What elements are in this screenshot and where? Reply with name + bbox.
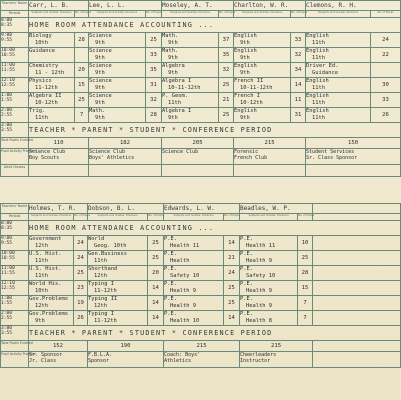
- activity-cell: Cheerleaders Instructor: [240, 352, 313, 368]
- teachers-name-label: Teachers' Name: [1, 1, 29, 11]
- pupils-header: No. of Pupils: [371, 11, 401, 18]
- pupil-count: 24: [74, 236, 88, 251]
- class-period-row: [1, 266, 401, 281]
- activity-label: Pupil Activity Program: [1, 352, 29, 368]
- period-cell: 1:00 1:55: [1, 296, 29, 311]
- class-period-row: [1, 296, 401, 311]
- class-cell: Math. 9th: [89, 108, 146, 123]
- class-cell: Math. 9th: [162, 48, 219, 63]
- empty-column: [313, 311, 401, 326]
- class-cell: Shorthand 12th: [88, 266, 148, 281]
- total-pupils: 215: [164, 341, 240, 352]
- class-cell: Typing I 11-12th: [88, 281, 148, 296]
- empty-column: [313, 204, 401, 214]
- pupil-count: [75, 48, 89, 63]
- class-cell: English 9th: [234, 48, 291, 63]
- pupil-count: 28: [298, 266, 313, 281]
- class-cell: Science 9th: [89, 93, 146, 108]
- teacher-name: Moseley, A. T.: [162, 1, 234, 11]
- activity-cell: Sr. Sponsor Jr. Class: [29, 352, 88, 368]
- total-pupils: 215: [234, 138, 306, 149]
- class-cell: Science 9th: [89, 78, 146, 93]
- teacher-name: Edwards, L. W.: [164, 204, 240, 214]
- pupil-count: 7: [298, 296, 313, 311]
- pupil-count: 14: [148, 281, 164, 296]
- class-cell: P.E. Safety 10: [240, 266, 298, 281]
- class-cell: Algebra I 9th: [162, 108, 219, 123]
- class-cell: Gen.Business 11th: [88, 251, 148, 266]
- activity-cell: Forensic French Club: [234, 149, 306, 165]
- period-cell: 1:00 1:55: [1, 93, 29, 108]
- pupil-count: 31: [146, 78, 162, 93]
- pupil-count: 25: [224, 281, 240, 296]
- activity-cell: Science Club Boy Scouts: [29, 149, 89, 165]
- pupils-header: No. of Pupils: [146, 11, 162, 18]
- period-cell: 8:00 8:35: [1, 18, 29, 33]
- teacher-name: Lee, L. L.: [89, 1, 162, 11]
- empty-column: [313, 281, 401, 296]
- class-cell: Physics 11-12th: [29, 78, 75, 93]
- adult-class-cell: [29, 165, 89, 177]
- class-cell: Biology 10th: [29, 33, 75, 48]
- class-cell: Science 9th: [89, 48, 146, 63]
- class-period-row: [1, 281, 401, 296]
- period-cell: 3:00 3:55: [1, 326, 29, 341]
- total-pupils: 190: [88, 341, 164, 352]
- class-period-row: [1, 93, 401, 108]
- empty-column: [313, 214, 401, 221]
- class-cell: Government 12th: [29, 236, 74, 251]
- homeroom-banner: HOME ROOM ATTENDANCE ACCOUNTING ...: [29, 18, 401, 33]
- pupil-count: 33: [291, 33, 306, 48]
- class-cell: Chemistry 11 - 12th: [29, 63, 75, 78]
- pupil-count: 14: [148, 296, 164, 311]
- class-cell: English 11th: [306, 33, 371, 48]
- adult-class-cell: [162, 165, 234, 177]
- pupils-header: No. of Pupils: [75, 11, 89, 18]
- period-cell: 10:00 10:55: [1, 251, 29, 266]
- pupil-count: 21: [224, 251, 240, 266]
- class-cell: World His. 10th: [29, 281, 74, 296]
- pupil-count: 15: [298, 281, 313, 296]
- class-cell: P.E. Health 9: [240, 251, 298, 266]
- class-cell: P.E. Health 10: [164, 311, 224, 326]
- pupils-header: No. of Pupils: [298, 214, 313, 221]
- teacher-name: Beadles, W. P.: [240, 204, 313, 214]
- adult-class-cell: [89, 165, 162, 177]
- activity-cell: Coach: Boys' Athletics: [164, 352, 240, 368]
- pupil-count: 24: [371, 33, 401, 48]
- pupil-count: 7: [75, 108, 89, 123]
- pupil-count: 20: [75, 63, 89, 78]
- class-cell: French I 10-12th: [234, 93, 291, 108]
- total-pupils: 215: [240, 341, 313, 352]
- class-period-row: [1, 33, 401, 48]
- pupil-count: 35: [146, 63, 162, 78]
- subjects-header: Subjects and Grades, Divisions: [89, 11, 146, 18]
- class-cell: Algebra I 10-11-12th: [162, 78, 219, 93]
- bottom-schedule-table: [0, 203, 401, 368]
- pupil-count: 25: [219, 108, 234, 123]
- period-cell: 11:00 11:55: [1, 63, 29, 78]
- activity-cell: Science Club Boys' Athletics: [89, 149, 162, 165]
- class-cell: P.E. Safety 10: [164, 266, 224, 281]
- subjects-header: Subjects and Grades, Divisions: [306, 11, 371, 18]
- class-cell: English 11th: [306, 78, 371, 93]
- teacher-name: Carr, L. B.: [29, 1, 89, 11]
- class-cell: Algebra 9th: [162, 63, 219, 78]
- conference-banner: TEACHER * PARENT * STUDENT * CONFERENCE PERIOD: [29, 326, 401, 341]
- pupil-count: 28: [75, 33, 89, 48]
- pupil-count: [371, 63, 401, 78]
- pupil-count: 14: [224, 311, 240, 326]
- class-cell: Science 9th: [89, 63, 146, 78]
- class-cell: World Geog. 10th: [88, 236, 148, 251]
- class-cell: Gov.Problems 9th: [29, 311, 74, 326]
- class-cell: P.E. Health 11: [240, 236, 298, 251]
- class-period-row: [1, 108, 401, 123]
- class-cell: U.S. Hist. 11th: [29, 251, 74, 266]
- empty-column: [313, 341, 401, 352]
- period-cell: 10:00 10:55: [1, 48, 29, 63]
- adult-class-cell: [234, 165, 306, 177]
- pupils-header: No. of Pupils: [224, 214, 240, 221]
- adult-class-cell: [306, 165, 401, 177]
- class-cell: Algebra II 10-12th: [29, 93, 75, 108]
- subjects-header: Subjects and Grades, Divisions: [164, 214, 224, 221]
- period-cell: 9:00 9:55: [1, 33, 29, 48]
- class-cell: English 9th: [234, 33, 291, 48]
- class-cell: Driver Ed. Guidance: [306, 63, 371, 78]
- pupil-count: 35: [219, 48, 234, 63]
- class-period-row: [1, 63, 401, 78]
- class-cell: Trig. 11th: [29, 108, 75, 123]
- class-cell: Guidance: [29, 48, 75, 63]
- pupil-count: 11: [291, 93, 306, 108]
- period-cell: 12:10 12:55: [1, 78, 29, 93]
- pupils-header: No. of Pupils: [74, 214, 88, 221]
- class-cell: P.E. Health 8: [240, 311, 298, 326]
- pupil-count: 33: [146, 48, 162, 63]
- total-pupils-label: Total Pupils Enrolled: [1, 138, 29, 149]
- pupil-count: 14: [224, 236, 240, 251]
- pupil-count: 25: [148, 251, 164, 266]
- subjects-header: Subjects and Grades, Divisions: [29, 214, 74, 221]
- pupil-count: 25: [75, 93, 89, 108]
- class-cell: English 11th: [306, 93, 371, 108]
- pupils-header: No. of Pupils: [219, 11, 234, 18]
- class-period-row: [1, 236, 401, 251]
- period-cell: 3:00 3:55: [1, 123, 29, 138]
- pupil-count: 14: [291, 78, 306, 93]
- adult-classes-label: Adult Classes: [1, 165, 29, 177]
- pupils-header: No. of Pupils: [148, 214, 164, 221]
- conference-banner: TEACHER * PARENT * STUDENT * CONFERENCE PERIOD: [29, 123, 401, 138]
- class-cell: P. Geom. 11th: [162, 93, 219, 108]
- activity-label: Pupil Activity Program: [1, 149, 29, 165]
- pupil-count: 26: [74, 311, 88, 326]
- periods-label: Periods: [1, 214, 29, 221]
- pupil-count: 15: [75, 78, 89, 93]
- teacher-name: Holmes, T. R.: [29, 204, 88, 214]
- periods-label: Periods: [1, 11, 29, 18]
- pupils-header: No. of Pupils: [291, 11, 306, 18]
- pupil-count: 31: [291, 108, 306, 123]
- pupil-count: 34: [291, 63, 306, 78]
- total-pupils: 205: [162, 138, 234, 149]
- period-cell: 2:00 2:55: [1, 108, 29, 123]
- top-schedule-table: [0, 0, 401, 177]
- pupil-count: 30: [371, 78, 401, 93]
- class-cell: P.E. Health 9: [240, 281, 298, 296]
- pupil-count: 10: [298, 236, 313, 251]
- class-period-row: [1, 311, 401, 326]
- pupil-count: 24: [74, 251, 88, 266]
- pupil-count: 25: [148, 236, 164, 251]
- class-cell: French II 10-11-12th: [234, 78, 291, 93]
- pupil-count: 28: [146, 108, 162, 123]
- pupil-count: 19: [74, 296, 88, 311]
- empty-column: [313, 251, 401, 266]
- class-cell: U.S. Hist. 11th: [29, 266, 74, 281]
- pupil-count: 25: [224, 296, 240, 311]
- pupil-count: 25: [74, 266, 88, 281]
- class-cell: Typing II 12th: [88, 296, 148, 311]
- period-cell: 2:00 2:55: [1, 311, 29, 326]
- pupil-count: 7: [298, 311, 313, 326]
- class-period-row: [1, 48, 401, 63]
- class-cell: P.E. Health 9: [164, 296, 224, 311]
- period-cell: 9:00 9:55: [1, 236, 29, 251]
- period-cell: 12:10 12:55: [1, 281, 29, 296]
- pupil-count: 25: [298, 251, 313, 266]
- empty-column: [313, 352, 401, 368]
- class-cell: Math. 9th: [162, 33, 219, 48]
- homeroom-banner: HOME ROOM ATTENDANCE ACCOUNTING ...: [29, 221, 401, 236]
- class-period-row: [1, 251, 401, 266]
- subjects-header: Subjects and Grades, Divisions: [240, 214, 298, 221]
- class-cell: Science 9th: [89, 33, 146, 48]
- class-cell: P.E. Health: [164, 251, 224, 266]
- subjects-header: Subjects and Grades, Divisions: [29, 11, 75, 18]
- subjects-header: Subjects and Grades, Divisions: [234, 11, 291, 18]
- teacher-name: Dobson, B. L.: [88, 204, 164, 214]
- total-pupils: 152: [29, 341, 88, 352]
- total-pupils: 182: [89, 138, 162, 149]
- class-cell: English 11th: [306, 48, 371, 63]
- pupil-count: 25: [219, 78, 234, 93]
- activity-cell: F.B.L.A. Sponsor: [88, 352, 164, 368]
- pupil-count: 24: [224, 266, 240, 281]
- pupil-count: 21: [219, 93, 234, 108]
- activity-cell: Student Services Sr. Class Sponsor: [306, 149, 401, 165]
- activity-cell: Science Club: [162, 149, 234, 165]
- period-cell: 11:00 11:55: [1, 266, 29, 281]
- class-period-row: [1, 78, 401, 93]
- pupil-count: 32: [146, 93, 162, 108]
- pupil-count: 33: [371, 93, 401, 108]
- class-cell: English 9th: [234, 63, 291, 78]
- pupil-count: 22: [371, 48, 401, 63]
- pupil-count: 32: [219, 63, 234, 78]
- class-cell: P.E. Health 11: [164, 236, 224, 251]
- teachers-name-label: Teachers' Name: [1, 204, 29, 214]
- teacher-name: Clemons, R. H.: [306, 1, 401, 11]
- empty-column: [313, 266, 401, 281]
- subjects-header: Subjects and Grades, Divisions: [162, 11, 219, 18]
- empty-column: [313, 296, 401, 311]
- total-pupils-label: Total Pupils Enrolled: [1, 341, 29, 352]
- class-cell: English 9th: [234, 108, 291, 123]
- class-cell: Typing I 11-12th: [88, 311, 148, 326]
- period-cell: 8:00 8:35: [1, 221, 29, 236]
- pupil-count: 32: [291, 48, 306, 63]
- class-cell: English 11th: [306, 108, 371, 123]
- pupil-count: 23: [74, 281, 88, 296]
- class-cell: P.E. Health 9: [240, 296, 298, 311]
- pupil-count: 25: [146, 33, 162, 48]
- pupil-count: 20: [148, 266, 164, 281]
- teacher-name: Charlton, W. R.: [234, 1, 306, 11]
- subjects-header: Subjects and Grades, Divisions: [88, 214, 148, 221]
- class-cell: P.E. Health 9: [164, 281, 224, 296]
- pupil-count: 14: [148, 311, 164, 326]
- pupil-count: 37: [219, 33, 234, 48]
- class-cell: Gov.Problems 12th: [29, 296, 74, 311]
- total-pupils: 150: [306, 138, 401, 149]
- pupil-count: 26: [371, 108, 401, 123]
- empty-column: [313, 236, 401, 251]
- total-pupils: 110: [29, 138, 89, 149]
